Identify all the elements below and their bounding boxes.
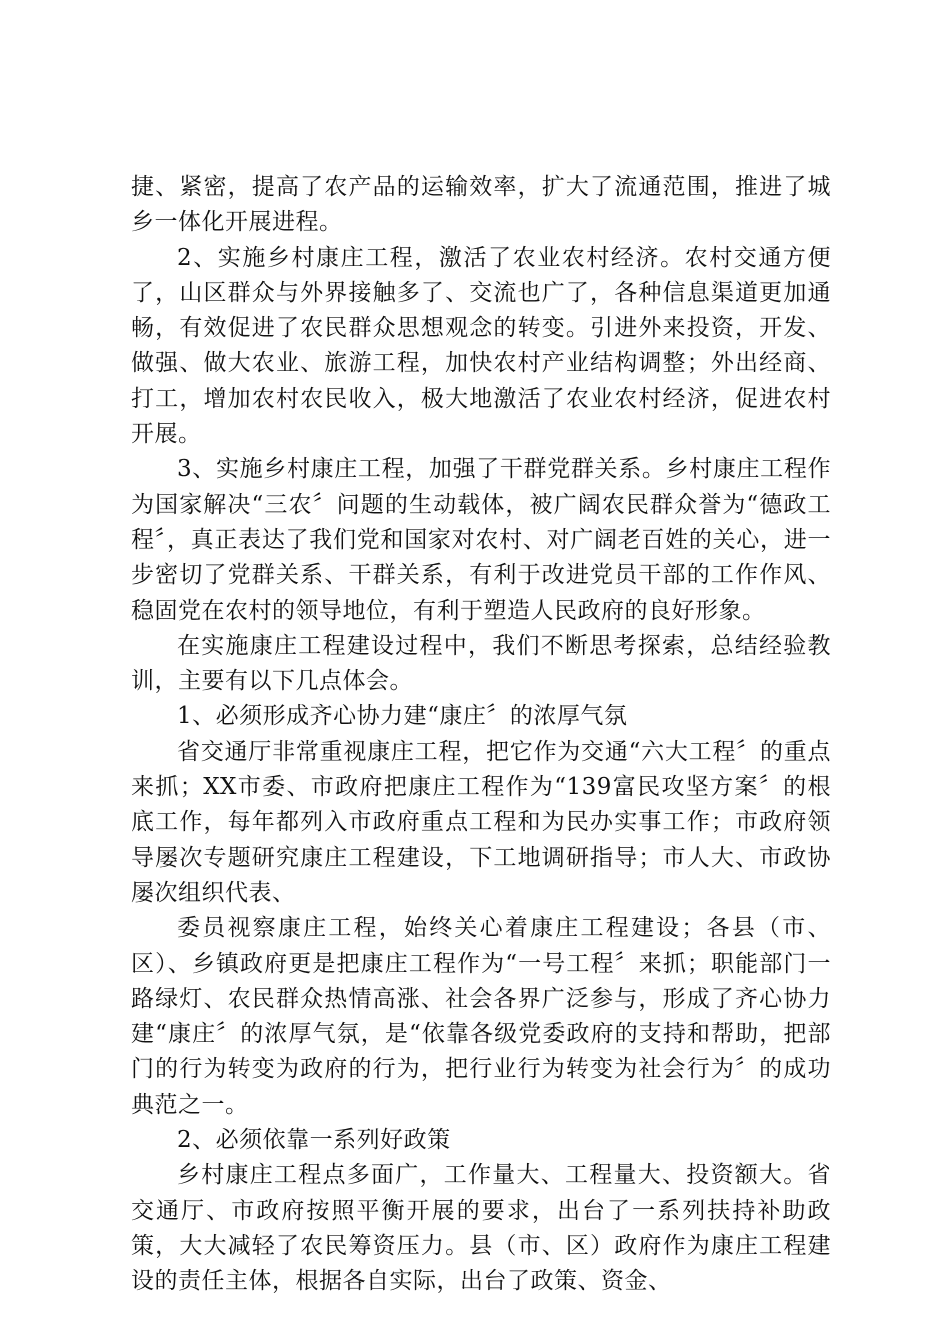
paragraph: 3、实施乡村康庄工程，加强了干群党群关系。乡村康庄工程作为国家解决“三农〞问题的生动载体，被广阔农民群众誉为“德政工程〞，真正表达了我们党和国家对农村、对广阔老百姓的关心，进一步密切了党群关系、干群关系，有利于改进党员干部的工作作风、稳固党在农村的领导地位，有利于塑造人民政府的良好形象。 <box>131 456 831 624</box>
paragraph: 委员视察康庄工程，始终关心着康庄工程建设；各县（市、区）、乡镇政府更是把康庄工程作为“一号工程〞来抓；职能部门一路绿灯、农民群众热情高涨、社会各界广泛参与，形成了齐心协力建“康庄〞的浓厚气氛，是“依靠各级党委政府的支持和帮助，把部门的行为转变为政府的行为，把行业行为转变为社会行为〞的成功典范之一。 <box>131 915 831 1118</box>
section-heading: 1、必须形成齐心协力建“康庄〞的浓厚气氛 <box>177 703 628 730</box>
document-body <box>131 170 831 1300</box>
paragraph: 省交通厅非常重视康庄工程，把它作为交通“六大工程〞的重点来抓；XX市委、市政府把康庄工程作为“139富民攻坚方案〞的根底工作，每年都列入市政府重点工程和为民办实事工作；市政府领导屡次专题研究康庄工程建设，下工地调研指导；市人大、市政协屡次组织代表、 <box>131 738 831 906</box>
paragraph: 捷、紧密，提高了农产品的运输效率，扩大了流通范围，推进了城乡一体化开展进程。 <box>131 174 831 236</box>
section-heading: 2、必须依靠一系列好政策 <box>177 1127 451 1154</box>
paragraph: 在实施康庄工程建设过程中，我们不断思考探索，总结经验教训，主要有以下几点体会。 <box>131 632 831 695</box>
paragraph: 乡村康庄工程点多面广，工作量大、工程量大、投资额大。省交通厅、市政府按照平衡开展的要求，出台了一系列扶持补助政策，大大减轻了农民筹资压力。县（市、区）政府作为康庄工程建设的责任主体，根据各自实际，出台了政策、资金、 <box>131 1162 831 1295</box>
paragraph: 2、实施乡村康庄工程，激活了农业农村经济。农村交通方便了，山区群众与外界接触多了、交流也广了，各种信息渠道更加通畅，有效促进了农民群众思想观念的转变。引进外来投资，开发、做强、做大农业、旅游工程，加快农村产业结构调整；外出经商、打工，增加农村农民收入，极大地激活了农业农村经济，促进农村开展。 <box>131 244 831 448</box>
